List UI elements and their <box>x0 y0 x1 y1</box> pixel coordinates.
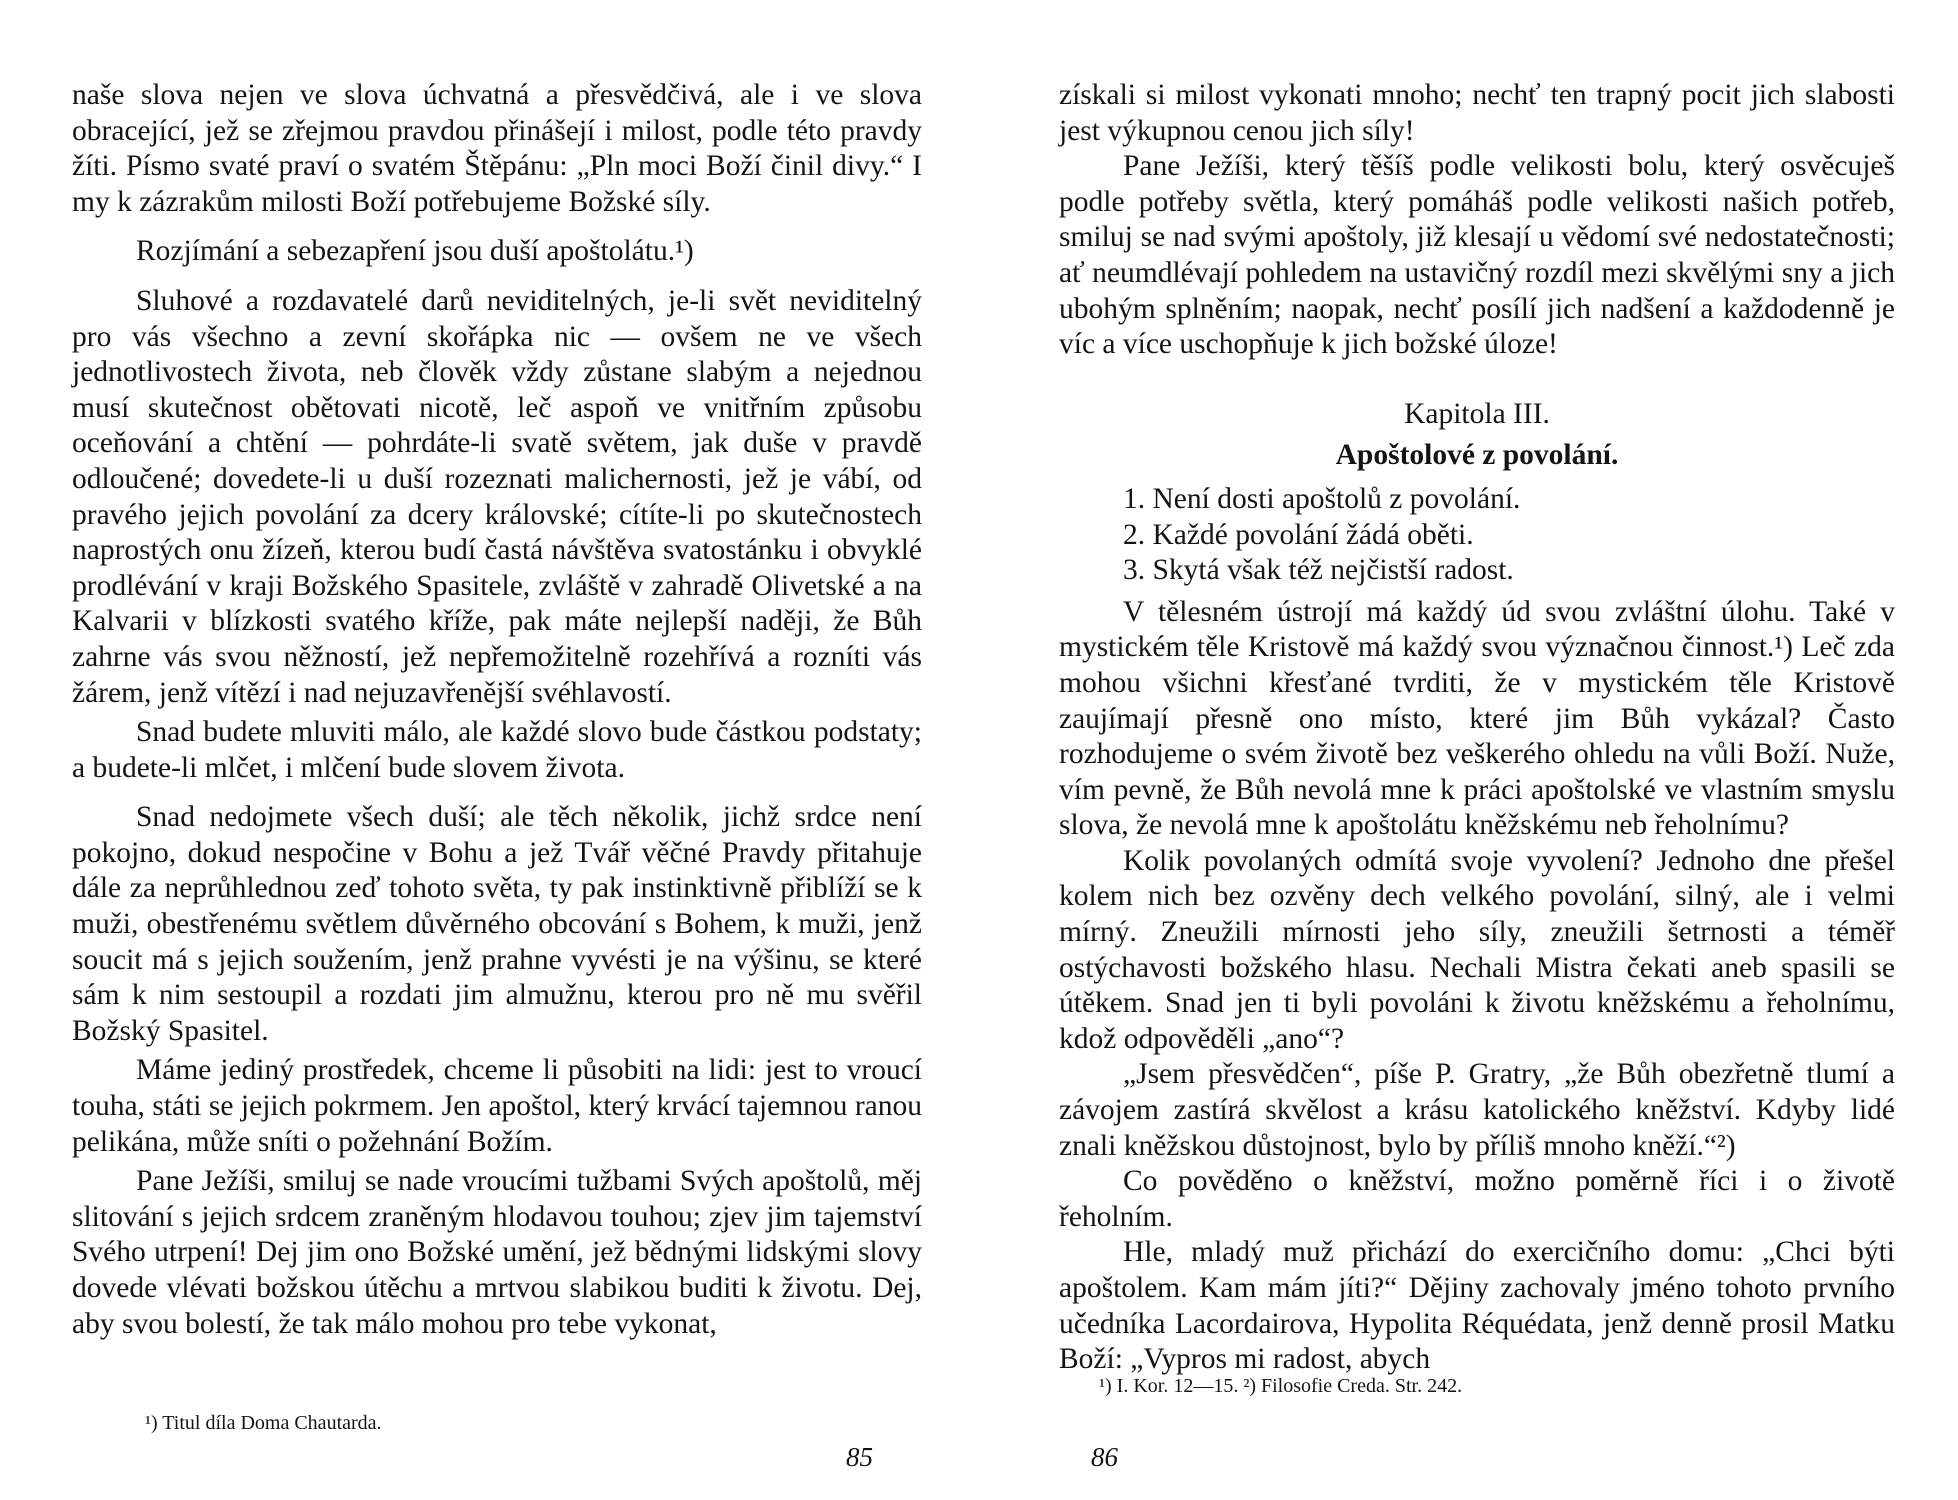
page-number: 86 <box>1091 1442 1118 1472</box>
paragraph: Snad nedojmete všech duší; ale těch několik, jichž srdce není pokojno, dokud nespočine v Bohu a jež Tvář věčné Pravdy přitahuje dále za neprůhlednou zeď tohoto světa, ty pak instinktivně přiblíží se k muži, obestřenému světlem důvěrného obcování s Bohem, k muži, jenž soucit má s jejich soužením, jenž prahne vyvésti je na výšinu, se které sám k nim sestoupil a rozdati jim almužnu, kterou pro ně mu svěřil Božský Spasitel. <box>72 801 922 1047</box>
left-page-text <box>72 78 922 1342</box>
footnote: ¹) I. Kor. 12—15. ²) Filosofie Creda. Str. 242. <box>1099 1375 1463 1397</box>
paragraph: Co pověděno o kněžství, možno poměrně říci i o životě řeholním. <box>1059 1165 1895 1233</box>
paragraph: Rozjímání a sebezapření jsou duší apoštolátu.¹) <box>136 235 694 268</box>
outline-item: 2. Každé povolání žádá oběti. <box>1123 518 1474 551</box>
paragraph: V tělesném ústrojí má každý úd svou zvláštní úlohu. Také v mystickém těle Kristově má každý svou význačnou činnost.¹) Leč zda mohou všichni křesťané tvrditi, že v mystickém těle Kristově zaujímají přesně ono místo, které jim Bůh vykázal? Často rozhodujeme o svém životě bez veškerého ohledu na vůli Boží. Nuže, vím pevně, že Bůh nevolá mne k práci apoštolské ve vlastním smyslu slova, že nevolá mne k apoštolátu kněžskému neb řeholnímu? <box>1059 595 1895 842</box>
paragraph: „Jsem přesvědčen“, píše P. Gratry, „že Bůh obezřetně tlumí a závojem zastírá skvělost a krásu katolického kněžství. Kdyby lidé znali kněžskou důstojnost, bylo by příliš mnoho kněží.“²) <box>1059 1058 1895 1162</box>
paragraph: Snad budete mluviti málo, ale každé slovo bude částkou podstaty; a budete-li mlčet, i mlčení bude slovem života. <box>72 716 922 784</box>
paragraph: Máme jediný prostředek, chceme li působiti na lidi: jest to vroucí touha, státi se jejich pokrmem. Jen apoštol, který krvácí tajemnou ranou pelikána, může sníti o požehnání Božím. <box>72 1054 922 1158</box>
footnote: ¹) Titul díla Doma Chautarda. <box>145 1412 382 1434</box>
right-page <box>979 0 1958 1500</box>
page-number: 85 <box>846 1442 873 1472</box>
outline-item: 1. Není dosti apoštolů z povolání. <box>1123 482 1521 515</box>
paragraph: Pane Ježíši, smiluj se nade vroucími tužbami Svých apoštolů, měj slitování s jejich srdcem zraněným hlodavou touhou; zjev jim tajemství Svého utrpení! Dej jim ono Božské umění, jež bědnými lidskými slovy dovede vlévati božskou útěchu a mrtvou slabikou buditi k životu. Dej, aby svou bolestí, že tak málo mohou pro tebe vykonat, <box>72 1165 922 1340</box>
paragraph: získali si milost vykonati mnoho; nechť ten trapný pocit jich slabosti jest výkupnou cenou jich síly! <box>1059 79 1895 147</box>
chapter-title: Apoštolové z povolání. <box>1335 439 1619 472</box>
paragraph: naše slova nejen ve slova úchvatná a přesvědčivá, ale i ve slova obracející, jež se zřejmou pravdou přinášejí i milost, podle této pravdy žíti. Písmo svaté praví o svatém Štěpánu: „Pln moci Boží činil divy.“ I my k zázrakům milosti Boží potřebujeme Božské síly. <box>72 79 922 218</box>
paragraph: Pane Ježíši, který těšíš podle velikosti bolu, který osvěcuješ podle potřeby světla, který pomáháš podle velikosti našich potřeb, smiluj se nad svými apoštoly, již klesají u vědomí své nedostatečnosti; ať neumdlévají pohledem na ustavičný rozdíl mezi skvělými sny a jich ubohým splněním; naopak, nechť posílí jich nadšení a každodenně je víc a více uschopňuje k jich božské úloze! <box>1059 150 1895 361</box>
paragraph: Kolik povolaných odmítá svoje vyvolení? Jednoho dne přešel kolem nich bez ozvěny dech velkého povolání, silný, ale i velmi mírný. Zneužili mírnosti jeho síly, zneužili šetrnosti a téměř ostýchavosti božského hlasu. Nechali Mistra čekati aneb spasili se útěkem. Snad jen ti byli povoláni k životu kněžskému a řeholnímu, kdož odpověděli „ano“? <box>1059 844 1895 1055</box>
right-page-text <box>1059 78 1895 1378</box>
paragraph: Sluhové a rozdavatelé darů neviditelných, je-li svět neviditelný pro vás všechno a zevní skořápka nic — ovšem ne ve všech jednotlivostech života, neb člověk vždy zůstane slabým a nejednou musí skutečnost obětovati nicotě, leč aspoň ve vnitřním způsobu oceňování a chtění — pohrdáte-li svatě světem, jak duše v pravdě odloučené; dovedete-li u duší rozeznati malichernosti, jež je vábí, od pravého jejich povolání za dcery královské; cítíte-li po skutečnostech naprostých onu žízeň, kterou budí častá návštěva svatostánku i obvyklé prodlévání v kraji Božského Spasitele, zvláště v zahradě Olivetské a na Kalvarii v blízkosti svatého kříže, pak máte nejlepší naději, že Bůh zahrne vás svou něžností, jež nepřemožitelně rozehřívá a rozníti vás žárem, jenž vítězí i nad nejuzavřenější svéhlavostí. <box>72 284 922 709</box>
paragraph: Hle, mladý muž přichází do exercičního domu: „Chci býti apoštolem. Kam mám jíti?“ Dějiny zachovaly jméno tohoto prvního učedníka Lacordairova, Hypolita Réquédata, jenž denně prosil Matku Boží: „Vypros mi radost, abych <box>1059 1236 1895 1376</box>
outline-item: 3. Skytá však též nejčistší radost. <box>1123 554 1514 587</box>
chapter-label: Kapitola III. <box>1404 397 1550 430</box>
chapter-outline <box>1059 482 1895 589</box>
